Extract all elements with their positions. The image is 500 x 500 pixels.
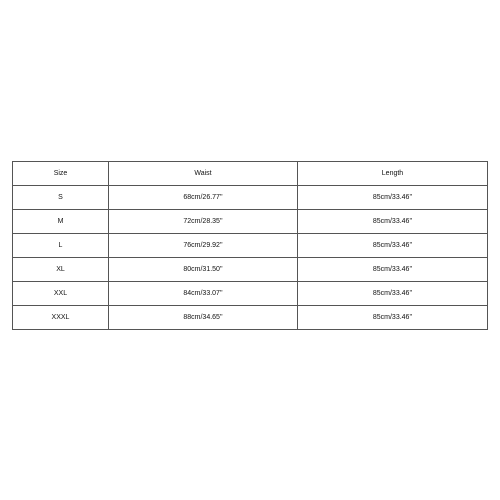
waist-cell: 76cm/29.92'' (109, 234, 298, 258)
size-cell: XXL (13, 282, 109, 306)
size-chart-table (12, 161, 488, 330)
length-cell: 85cm/33.46'' (298, 306, 488, 330)
header-length: Length (298, 162, 488, 186)
length-cell: 85cm/33.46'' (298, 234, 488, 258)
size-cell: XL (13, 258, 109, 282)
waist-cell: 72cm/28.35'' (109, 210, 298, 234)
length-cell: 85cm/33.46'' (298, 186, 488, 210)
waist-cell: 80cm/31.50'' (109, 258, 298, 282)
length-cell: 85cm/33.46'' (298, 282, 488, 306)
table-row (13, 282, 488, 306)
size-cell: M (13, 210, 109, 234)
waist-cell: 84cm/33.07'' (109, 282, 298, 306)
table-row (13, 258, 488, 282)
table-row (13, 234, 488, 258)
size-cell: S (13, 186, 109, 210)
size-cell: XXXL (13, 306, 109, 330)
header-size: Size (13, 162, 109, 186)
waist-cell: 88cm/34.65'' (109, 306, 298, 330)
waist-cell: 68cm/26.77'' (109, 186, 298, 210)
length-cell: 85cm/33.46'' (298, 258, 488, 282)
table-row (13, 306, 488, 330)
header-row (13, 162, 488, 186)
header-waist: Waist (109, 162, 298, 186)
table-row (13, 210, 488, 234)
size-cell: L (13, 234, 109, 258)
table-row (13, 186, 488, 210)
length-cell: 85cm/33.46'' (298, 210, 488, 234)
